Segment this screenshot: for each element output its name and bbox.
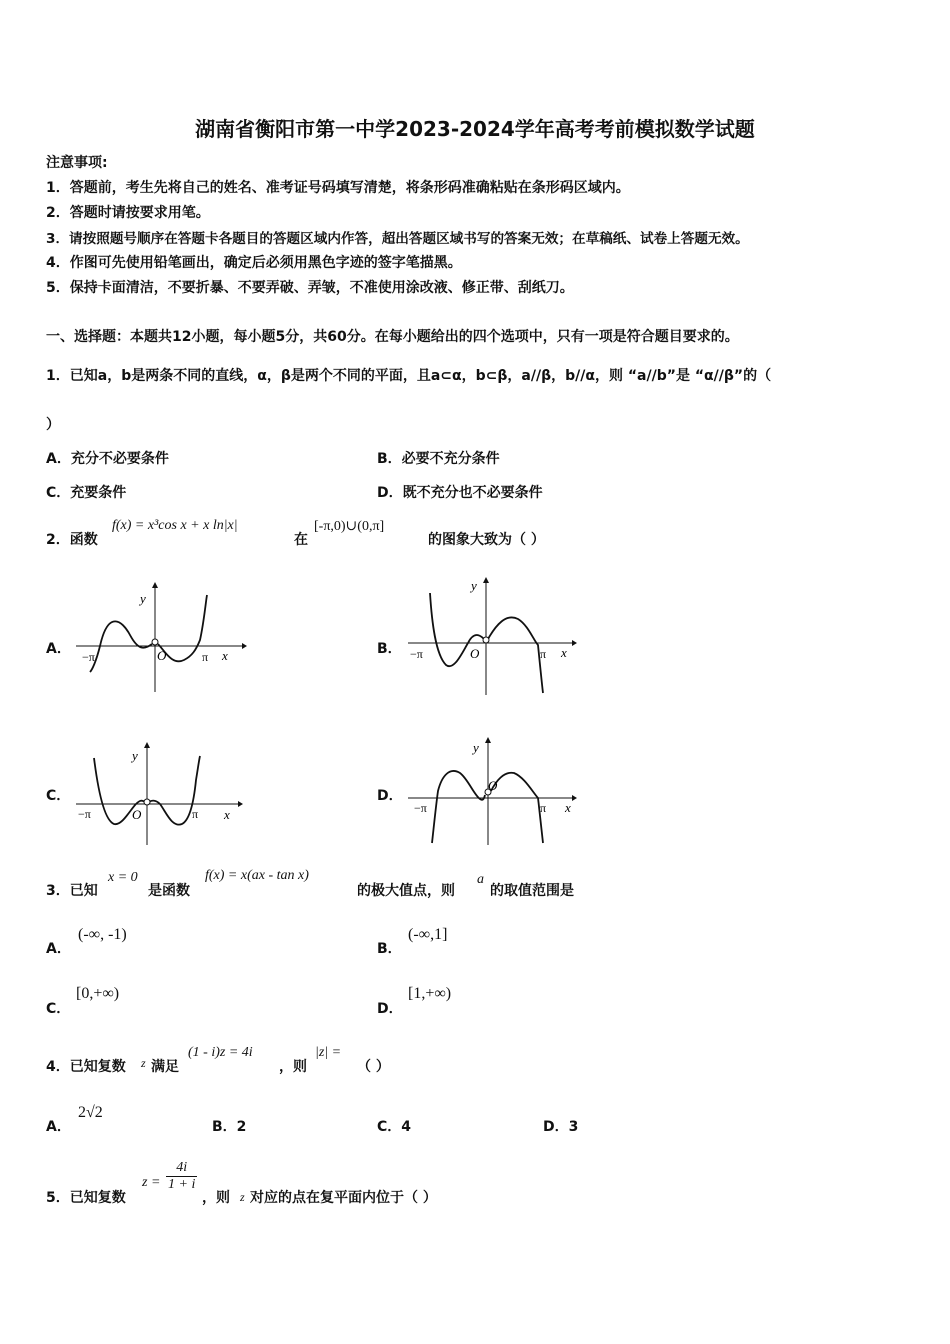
q5-lhs: z = <box>142 1175 161 1190</box>
neg-pi-label: −π <box>410 647 423 661</box>
q5-mid: ，则 <box>202 1190 230 1206</box>
q2-graph-a <box>72 580 247 695</box>
q3-option-b-label[interactable]: B． <box>377 941 402 957</box>
q3-prefix: 3．已知 <box>46 883 98 899</box>
section-heading: 一、选择题：本题共12小题，每小题5分，共60分。在每小题给出的四个选项中，只有一项是符合题目要求的。 <box>46 329 739 345</box>
q5-var: z <box>240 1190 245 1204</box>
y-label: y <box>140 591 146 606</box>
neg-pi-label: −π <box>82 650 95 664</box>
q3-condition: x = 0 <box>108 870 138 885</box>
q3-mid2: 的极大值点，则 <box>357 883 455 899</box>
q4-option-b[interactable]: B．2 <box>212 1119 247 1135</box>
q2-graph-b <box>404 575 579 700</box>
y-axis-arrow <box>485 737 491 743</box>
q1-option-b[interactable]: B．必要不充分条件 <box>377 451 500 467</box>
q3-suffix: 的取值范围是 <box>490 883 574 899</box>
y-label: y <box>473 740 479 755</box>
q4-option-d[interactable]: D．3 <box>543 1119 579 1135</box>
x-axis-arrow <box>242 643 247 649</box>
q3-formula: f(x) = x(ax - tan x) <box>205 868 309 883</box>
hole <box>483 637 489 643</box>
q4-prefix: 4．已知复数 <box>46 1059 126 1075</box>
q3-var: a <box>477 872 484 887</box>
notice-item-1: 1．答题前，考生先将自己的姓名、准考证号码填写清楚，将条形码准确粘贴在条形码区域内。 <box>46 180 630 196</box>
page-title: 湖南省衡阳市第一中学2023-2024学年高考考前模拟数学试题 <box>195 117 755 141</box>
origin-label: O <box>488 778 498 793</box>
q1-option-d[interactable]: D．既不充分也不必要条件 <box>377 485 543 501</box>
origin-label: O <box>132 807 142 822</box>
q5-suffix: 对应的点在复平面内位于（ ） <box>250 1190 437 1206</box>
q3-option-c[interactable]: [0,+∞) <box>76 985 120 1002</box>
q5-denominator: 1 + i <box>168 1177 196 1192</box>
q4-abs: |z| = <box>315 1045 342 1060</box>
q4-mid2: ，则 <box>279 1059 307 1075</box>
notice-item-4: 4．作图可先使用铅笔画出，确定后必须用黑色字迹的签字笔描黑。 <box>46 255 462 271</box>
x-label: x <box>224 807 230 822</box>
hole <box>152 639 158 645</box>
x-axis-arrow <box>572 795 577 801</box>
q2-option-b[interactable]: B． <box>377 641 402 657</box>
origin-label: O <box>470 646 480 661</box>
q3-option-d-label[interactable]: D． <box>377 1001 403 1017</box>
q2-formula: f(x) = x³cos x + x ln|x| <box>112 518 238 533</box>
q2-option-a[interactable]: A． <box>46 641 71 657</box>
notice-item-2: 2．答题时请按要求用笔。 <box>46 205 210 221</box>
y-axis-arrow <box>144 742 150 748</box>
q3-option-b[interactable]: (-∞,1] <box>408 926 448 943</box>
q1-option-a[interactable]: A．充分不必要条件 <box>46 451 169 467</box>
x-axis-arrow <box>572 640 577 646</box>
q4-suffix: （ ） <box>357 1059 390 1075</box>
pi-label: π <box>192 807 199 821</box>
y-axis-arrow <box>152 582 158 588</box>
neg-pi-label: −π <box>78 807 91 821</box>
notice-item-5: 5．保持卡面清洁，不要折暴、不要弄破、弄皱，不准使用涂改液、修正带、刮纸刀。 <box>46 280 574 296</box>
q4-option-c[interactable]: C．4 <box>377 1119 412 1135</box>
q3-option-c-label[interactable]: C． <box>46 1001 71 1017</box>
pi-label: π <box>540 801 547 815</box>
y-label: y <box>471 578 477 593</box>
q2-domain: [-π,0)∪(0,π] <box>314 519 385 534</box>
q4-formula: (1 - i)z = 4i <box>188 1045 253 1060</box>
q4-option-a-label[interactable]: A． <box>46 1119 71 1135</box>
q3-option-a-label[interactable]: A． <box>46 941 71 957</box>
q3-option-d[interactable]: [1,+∞) <box>408 985 452 1002</box>
q4-var: z <box>141 1056 146 1070</box>
q2-option-d[interactable]: D． <box>377 788 403 804</box>
notice-item-3: 3．请按照题号顺序在答题卡各题目的答题区域内作答，超出答题区域书写的答案无效；在草稿纸、试卷上答题无效。 <box>46 231 749 247</box>
curve <box>100 595 207 661</box>
q4-mid: 满足 <box>151 1059 179 1075</box>
q2-graph-d <box>404 735 584 847</box>
q2-suffix: 的图象大致为（ ） <box>428 532 545 548</box>
q5-numerator: 4i <box>166 1160 197 1177</box>
x-label: x <box>561 645 567 660</box>
hole <box>144 799 150 805</box>
q3-mid: 是函数 <box>148 883 190 899</box>
notice-heading: 注意事项: <box>46 155 108 171</box>
origin-label: O <box>157 648 167 663</box>
q4-option-a[interactable]: 2√2 <box>78 1104 103 1121</box>
q2-mid: 在 <box>294 532 308 548</box>
q1-stem-end: ） <box>46 417 60 433</box>
x-axis-arrow <box>238 801 243 807</box>
q2-option-c[interactable]: C． <box>46 788 71 804</box>
q1-stem: 1．已知a，b是两条不同的直线，α，β是两个不同的平面，且a⊂α，b⊂β，a//β，b//α，则 “a//b”是 “α//β”的（ <box>46 368 772 384</box>
q3-option-a[interactable]: (-∞, -1) <box>78 926 127 943</box>
pi-label: π <box>202 650 209 664</box>
x-label: x <box>222 648 228 663</box>
q2-graph-c <box>72 740 247 848</box>
x-label: x <box>565 800 571 815</box>
y-label: y <box>132 748 138 763</box>
q2-prefix: 2．函数 <box>46 532 98 548</box>
y-axis-arrow <box>483 577 489 583</box>
q5-prefix: 5．已知复数 <box>46 1190 126 1206</box>
neg-pi-label: −π <box>414 801 427 815</box>
pi-label: π <box>540 647 547 661</box>
q5-fraction <box>166 1160 197 1193</box>
q1-option-c[interactable]: C．充要条件 <box>46 485 127 501</box>
